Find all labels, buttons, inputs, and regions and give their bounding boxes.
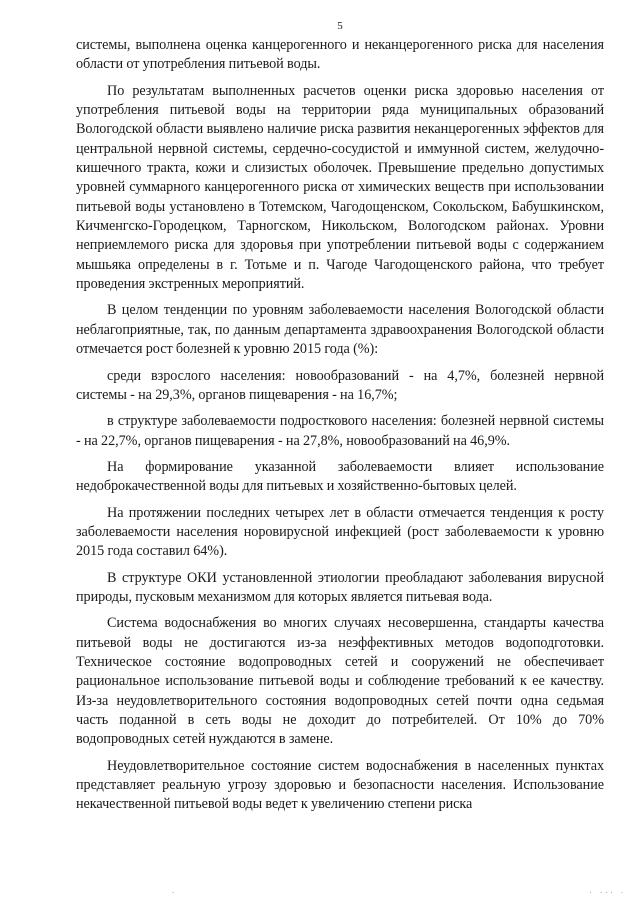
paragraph-water-supply-system: Система водоснабжения во многих случаях несовершенна, стандарты качества питьевой воды не достигаются из-за неэффективных методов водоподготовки. Техническое состояние водопроводных сетей и сооружений не обеспечивает рациональное использование питьевой воды и соблюдение требований к ее качеству. Из-за неудовлетворительного состояния водопроводных сетей почти одна седьмая часть поданной в сеть воды не доходит до потребителей. От 10% до 70% водопроводных сетей нуждаются в замене. (76, 615, 604, 748)
scan-dots-mark: . ... . (589, 886, 626, 895)
scan-dot-mark: . (172, 886, 175, 895)
paragraph-adult-population: среди взрослого населения: новообразований - на 4,7%, болезней нервной системы - на 29,3%, органов пищеварения - на 16,7%; (76, 367, 604, 403)
paragraph-norovirus: На протяжении последних четырех лет в области отмечается тенденция к росту заболеваемости населения норовирусной инфекцией (рост заболеваемости к уровню 2015 года составил 64%). (76, 504, 604, 560)
paragraph-oki-structure: В структуре ОКИ установленной этиологии преобладают заболевания вирусной природы, пусковым механизмом для которых является питьевая вода. (76, 569, 604, 605)
paragraph-continuation: системы, выполнена оценка канцерогенного и неканцерогенного риска для населения области от употребления питьевой воды. (76, 37, 604, 73)
paragraph-morbidity-trends: В целом тенденции по уровням заболеваемости населения Вологодской области неблагоприятные, так, по данным департамента здравоохранения Вологодской области отмечается рост болезней к уровню 2015 года (%): (76, 302, 604, 358)
paragraph-risk-assessment: По результатам выполненных расчетов оценки риска здоровью населения от употребления питьевой воды на территории ряда муниципальных образований Вологодской области выявлено наличие риска развития неканцерогенных эффектов для центральной нервной системы, сердечно-сосудистой и иммунной систем, желудочно-кишечного тракта, кожи и слизистых оболочек. Превышение предельно допустимых уровней суммарного канцерогенного риска от химических веществ при использовании питьевой воды установлено в Тотемском, Чагодощенском, Сокольском, Бабушкинском, Кичменгско-Городецком, Тарногском, Никольском, Вологодском районах. Уровни неприемлемого риска для здоровья при употреблении питьевой воды с содержанием мышьяка определены в г. Тотьме и п. Чагоде Чагодощенского района, что требует проведения экстренных мероприятий. (76, 82, 604, 293)
paragraph-adolescent-population: в структуре заболеваемости подросткового населения: болезней нервной системы - на 22,7%, органов пищеварения - на 27,8%, новообразований на 46,9%. (76, 413, 604, 449)
paragraph-unsatisfactory-state: Неудовлетворительное состояние систем водоснабжения в населенных пунктах представляет реальную угрозу здоровью и безопасности населения. Использование некачественной питьевой воды ведет к увеличению степени риска (76, 757, 604, 813)
body-text (76, 36, 604, 815)
page-number: 5 (337, 20, 343, 32)
paragraph-water-influence: На формирование указанной заболеваемости влияет использование недоброкачественной воды для питьевых и хозяйственно-бытовых целей. (76, 458, 604, 495)
